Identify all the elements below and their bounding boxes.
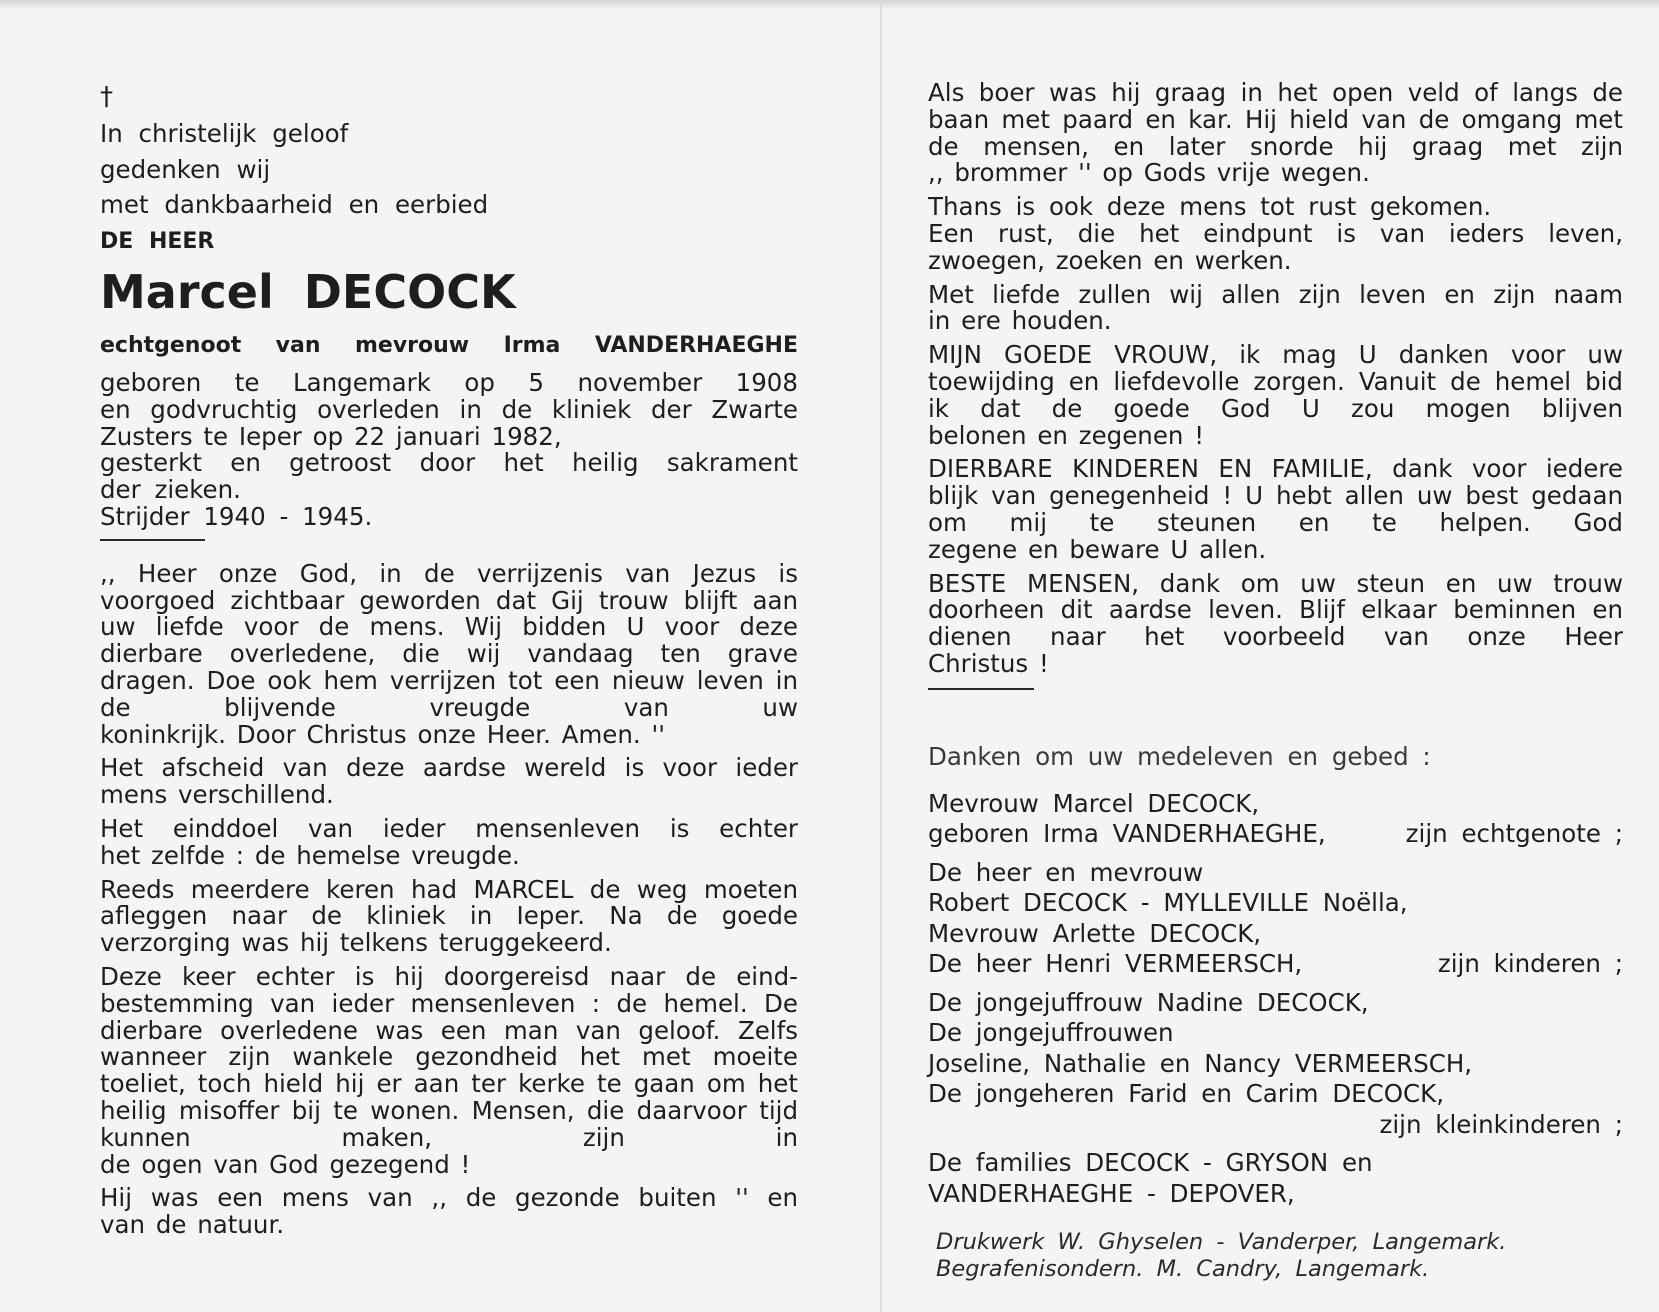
left-panel <box>100 82 798 1246</box>
family-list <box>928 789 1623 1210</box>
intro-line-1: In christelijk geloof <box>100 119 349 148</box>
paragraph-journey: Deze keer echter is hij doorgereisd naar de eind-bestemming van ieder mensenleven : de hemel. De dierbare overledene was een man van geloof. Zelfs wanneer zijn wankele gezondheid het met moeite toeliet, toch hield hij er aan ter kerke te gaan om het heilig misoffer bij te wonen. Mensen, die daarvoor tijd kunnen maken, zijn in de ogen van God gezegend ! <box>100 962 798 1179</box>
paragraph-wife: MIJN GOEDE VROUW, ik mag U danken voor uw toewijding en liefdevolle zorgen. Vanuit de hemel bid ik dat de goede God U zou mogen blijven belonen en zegenen ! <box>928 340 1623 450</box>
grand-role: zijn kleinkinderen ; <box>1379 1109 1623 1139</box>
bio-line-4: gesterkt en getroost door het heilig sakrament <box>100 448 798 478</box>
kids-line-4: De heer Henri VERMEERSCH, zijn kinderen ; <box>928 949 1623 979</box>
wife-line-1: Mevrouw Marcel DECOCK, <box>928 788 1260 818</box>
kids-line-2: Robert DECOCK - MYLLEVILLE Noëlla, <box>928 888 1408 918</box>
divider <box>100 539 205 541</box>
top-edge-shadow <box>0 0 1659 10</box>
divider-right <box>928 688 1034 690</box>
honorific: DE HEER <box>100 228 215 254</box>
paragraph-clinic: Reeds meerdere keren had MARCEL de weg moeten afleggen naar de kliniek in Ieper. Na de goede verzorging was hij telkens teruggekeerd. <box>100 874 798 958</box>
bio-line-2: en godvruchtig overleden in de kliniek der Zwarte <box>100 394 798 424</box>
bio-line-3: Zusters te Ieper op 22 januari 1982, <box>100 421 562 451</box>
families-line-1: De families DECOCK - GRYSON en <box>928 1148 1373 1178</box>
grand-line-4: De jongeheren Farid en Carim DECOCK, <box>928 1079 1445 1109</box>
card-fold <box>880 0 882 1312</box>
paragraph-farmer: Als boer was hij graag in het open veld of langs de baan met paard en kar. Hij hield van de omgang met de mensen, en later snorde hij graag met zijn ,, brommer '' op Gods vrije wegen. <box>928 78 1623 188</box>
paragraph-people: BESTE MENSEN, dank om uw steun en uw trouw doorheen dit aardse leven. Blijf elkaar beminnen en dienen naar het voorbeeld van onze Heer Christus ! <box>928 568 1623 678</box>
wife-line-2: geboren Irma VANDERHAEGHE, zijn echtgenote ; <box>928 819 1623 849</box>
undertaker-line: Begrafenisondern. M. Candry, Langemark. <box>936 1255 1430 1282</box>
printer-credits <box>928 1229 1623 1282</box>
kids-line-3: Mevrouw Arlette DECOCK, <box>928 918 1262 948</box>
thanks-heading: Danken om uw medeleven en gebed : <box>928 741 1431 771</box>
families-line-2: VANDERHAEGHE - DEPOVER, <box>928 1178 1295 1208</box>
grand-line-1: De jongejuffrouw Nadine DECOCK, <box>928 987 1369 1017</box>
paragraph-rest: Thans is ook deze mens tot rust gekomen. <box>928 192 1492 222</box>
biography <box>100 370 798 531</box>
right-panel <box>928 80 1623 1282</box>
strijder-line: Strijder 1940 - 1945. <box>100 502 373 532</box>
prayer-paragraph: ,, Heer onze God, in de verrijzenis van Jezus is voorgoed zichtbaar geworden dat Gij trouw blijft aan uw liefde voor de mens. Wij bidden U voor deze dierbare overledene, die wij vandaag ten grave dragen. Doe ook hem verrijzen tot een nieuw leven in de blijvende vreugde van uw koninkrijk. Door Christus onze Heer. Amen. '' <box>100 558 798 749</box>
paragraph-farewell: Het afscheid van deze aardse wereld is voor ieder mens verschillend. <box>100 753 798 810</box>
kids-line-1: De heer en mevrouw <box>928 857 1204 887</box>
printer-line: Drukwerk W. Ghyselen - Vanderper, Langemark. <box>936 1229 1507 1256</box>
paragraph-endpoint: Een rust, die het eindpunt is van ieders leven, zwoegen, zoeken en werken. <box>928 218 1623 275</box>
grand-line-2: De jongejuffrouwen <box>928 1018 1174 1048</box>
paragraph-children: DIERBARE KINDEREN EN FAMILIE, dank voor iedere blijk van genegenheid ! U hebt allen uw best gedaan om mij te steunen en te helpen. God zegene en beware U allen. <box>928 454 1623 564</box>
bio-line-5: der zieken. <box>100 475 241 505</box>
bio-line-1: geboren te Langemark op 5 november 1908 <box>100 368 798 398</box>
cross-icon: † <box>100 82 113 112</box>
grand-line-3: Joseline, Nathalie en Nancy VERMEERSCH, <box>928 1048 1473 1078</box>
paragraph-goal: Het einddoel van ieder mensenleven is echter het zelfde : de hemelse vreugde. <box>100 814 798 870</box>
deceased-name: Marcel DECOCK <box>100 265 516 320</box>
intro-line-2: gedenken wij <box>100 154 271 184</box>
paragraph-love: Met liefde zullen wij allen zijn leven en zijn naam in ere houden. <box>928 279 1623 336</box>
paragraph-nature: Hij was een mens van ,, de gezonde buiten '' en van de natuur. <box>100 1183 798 1240</box>
spouse-line: echtgenoot van mevrouw Irma VANDERHAEGHE <box>100 333 798 359</box>
intro-line-3: met dankbaarheid en eerbied <box>100 190 489 219</box>
